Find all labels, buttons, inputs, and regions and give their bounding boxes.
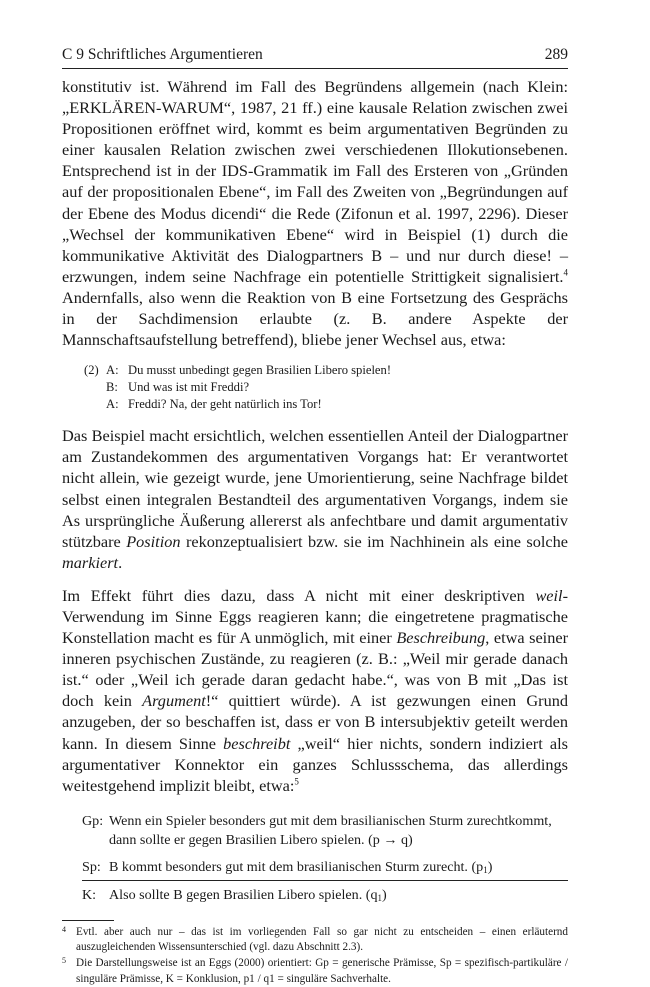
schema-text: Wenn ein Spieler besonders gut mit dem brasilianischen Sturm zurechtkommt, dann sollte er gegen Brasilien Libero spielen. (p → q) <box>109 812 552 848</box>
paragraph-3-text-e: „weil“ hier nichts, sondern indiziert als argumentativer Konnektor ein ganzes Schlussschema, das allerdings weitestgehend implizit bleibt, etwa: <box>62 733 569 795</box>
example-line <box>84 362 568 379</box>
paragraph-1-text-b: Andernfalls, also wenn die Reaktion von B eine Fortsetzung des Gesprächs in der Sachdimension erlaubte (z. B. andere Aspekte der Mannschaftsaufstellung betreffend), bliebe jener Wechsel aus, etwa: <box>62 287 568 350</box>
utterance: Du musst unbedingt gegen Brasilien Libero spielen! <box>128 363 392 378</box>
emphasis-argument: Argument <box>142 691 206 711</box>
footnote-divider <box>62 920 114 921</box>
emphasis-markiert: markiert <box>62 552 119 572</box>
example-dialogue <box>84 362 568 413</box>
schema-text: B kommt besonders gut mit dem brasilianischen Sturm zurecht. $(p_1)$ <box>109 858 493 875</box>
emphasis-beschreibt: beschreibt <box>223 733 291 753</box>
specific-premise <box>82 858 568 881</box>
footnote-text: Die Darstellungsweise ist an Eggs (2000) orientiert: Gp = generische Prämisse, Sp = spezifisch-partikuläre / singuläre Prämisse, K = Konklusion, p1 / q1 = singuläre Sachverhalte. <box>76 957 568 985</box>
paragraph-1-text-a: konstitutiv ist. Während im Fall des Begründens allgemein (nach Klein: „ERKLÄREN-WARUM“, 1987, 21 ff.) eine kausale Relation zwischen zwei Propositionen eröffnet wird, kommt es beim argumentativen Begründen zu einer kausalen Relation zwischen zwei verschiedenen Illokutionsebenen. Entsprechend ist in der IDS-Grammatik im Fall des Ersteren von „Gründen auf der propositionalen Ebene“, im Fall des Zweiten von „Begründungen auf der Ebene des Modus dicendi“ die Rede (Zifonun et al. 1997, 2296). Dieser „Wechsel der kommunikativen Ebene“ wird in Beispiel (1) durch die kommunikative Aktivität des Dialogpartners B – und nur durch diese! – erzwungen, indem seine Nachfrage ein potentielle Strittigkeit signalisiert. <box>62 77 568 286</box>
utterance: Und was ist mit Freddi? <box>128 380 250 395</box>
schema-label: Sp: <box>82 858 101 875</box>
paragraph-2 <box>62 425 568 573</box>
footnote-ref-5[interactable]: 5 <box>294 776 299 787</box>
paragraph-1 <box>62 76 568 350</box>
paragraph-2-text-a: Das Beispiel macht ersichtlich, welchen essentiellen Anteil der Dialogpartner am Zustandekommen des argumentativen Vorgangs hat: Er verantwortet nicht allein, wie gezeigt wurde, jene Umorientierung, seine Nachfrage bildet selbst einen integralen Bestandteil des argumentativen Vorgangs, indem sie As ursprüngliche Äußerung allererst als anfechtbare und damit argumentativ stützbare <box>62 426 568 551</box>
running-header <box>62 46 568 69</box>
book-page <box>62 46 568 987</box>
footnote-number: 5 <box>62 956 66 965</box>
footnote-5 <box>62 956 568 987</box>
footnote-text: Evtl. aber auch nur – das ist im vorliegenden Fall so gar nicht zu entscheiden – einen erläuternd auszugleichenden Wissensunterschied (vgl. dazu Abschnitt 2.3). <box>76 925 568 954</box>
chapter-title: C 9 Schriftliches Argumentieren <box>62 46 263 63</box>
conclusion <box>82 886 568 908</box>
paragraph-3-text-a: Im Effekt führt dies dazu, dass A nicht mit einer deskriptiven <box>62 585 536 605</box>
inference-schema <box>82 812 568 908</box>
example-number: (2) <box>84 363 99 378</box>
emphasis-beschreibung: Beschreibung <box>396 628 486 648</box>
speaker-label: A: <box>106 397 119 412</box>
generic-premise <box>82 812 568 850</box>
example-line <box>84 396 568 413</box>
paragraph-3-text-d: !“ quittiert würde). A ist gezwungen einen Grund anzugeben, der so beschaffen ist, dass er von B intersubjektiv geteilt werden kann. In diesem Sinne <box>62 691 568 753</box>
paragraph-3-text-b: -Verwendung im Sinne Eggs reagieren kann; die eingetretene pragmatische Konstellation macht es für A unmöglich, mit einer <box>62 585 568 648</box>
schema-label: Gp: <box>82 812 104 829</box>
speaker-label: B: <box>106 380 118 395</box>
paragraph-2-text-c: . <box>118 552 123 572</box>
emphasis-weil: weil <box>535 585 563 605</box>
speaker-label: A: <box>106 363 119 378</box>
schema-label: K: <box>82 886 97 903</box>
page-number: 289 <box>544 46 568 63</box>
example-line <box>84 379 568 396</box>
schema-text: Also sollte B gegen Brasilien Libero spielen. $(q_1)$ <box>109 886 387 903</box>
footnote-4 <box>62 925 568 956</box>
paragraph-3 <box>62 585 568 796</box>
utterance: Freddi? Na, der geht natürlich ins Tor! <box>128 397 322 412</box>
emphasis-position: Position <box>126 531 181 551</box>
paragraph-3-text-c: , etwa seiner inneren psychischen Zustände, zu reagieren (z. B.: „Weil mir gerade danach ist.“ oder „Weil ich gerade daran gedacht habe.“, was von B mit „Das ist doch kein <box>62 628 568 711</box>
footnote-ref-4[interactable]: 4 <box>563 267 568 278</box>
footnote-number: 4 <box>62 924 66 934</box>
paragraph-2-text-b: rekonzeptualisiert bzw. sie im Nachhinein als eine solche <box>180 531 568 551</box>
